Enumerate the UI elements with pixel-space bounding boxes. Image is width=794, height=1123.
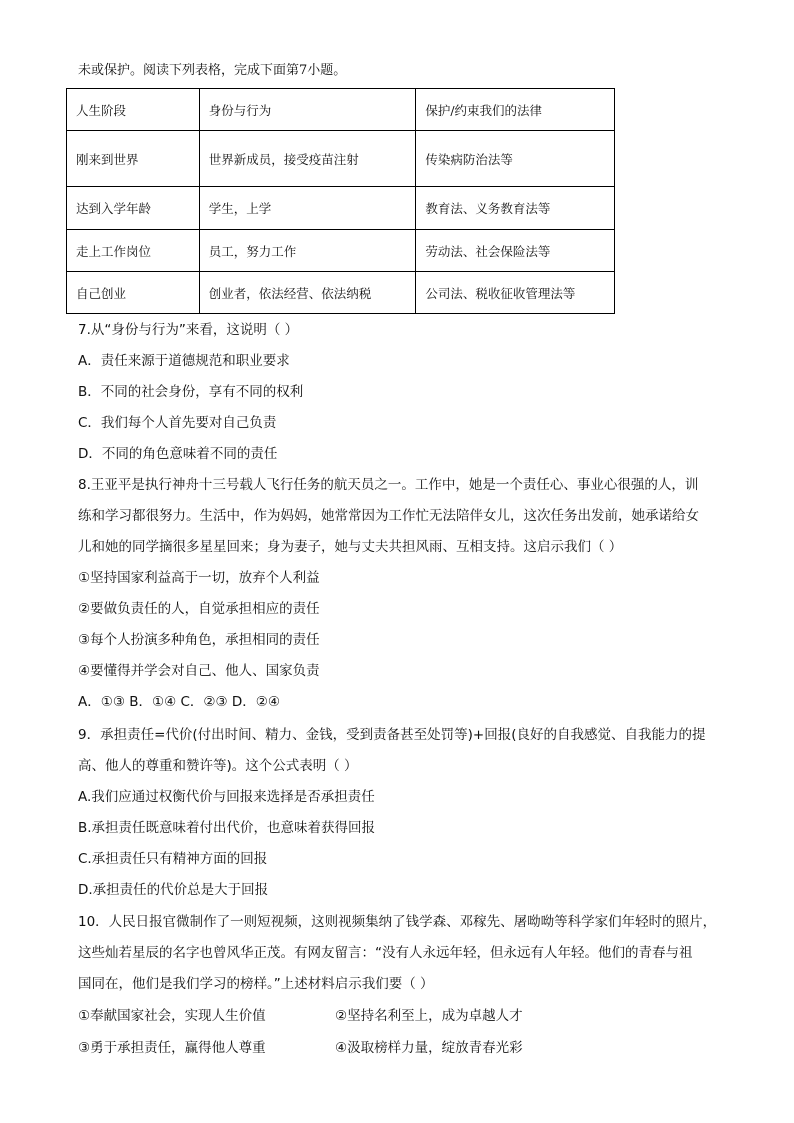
table-cell: 员工，努力工作	[199, 230, 416, 272]
question-9-option-b: B.承担责任既意味着付出代价，也意味着获得回报	[78, 820, 376, 836]
question-10-stem-line: 这些灿若星辰的名字也曾风华正茂。有网友留言：“没有人永远年轻，但永远有人年轻。他们的青春与祖	[78, 945, 693, 961]
question-8-statement: ①坚持国家利益高于一切，放弃个人利益	[78, 570, 320, 586]
question-9-option-a: A.我们应通过权衡代价与回报来选择是否承担责任	[78, 789, 375, 805]
question-8-choices: A．①③ B．①④ C．②③ D．②④	[78, 694, 281, 710]
question-9-stem-line: 高、他人的尊重和赞许等)。这个公式表明（ ）	[78, 758, 358, 774]
question-10-statement: ④汲取榜样力量，绽放青春光彩	[335, 1040, 523, 1056]
question-7-option-a: A．责任来源于道德规范和职业要求	[78, 353, 290, 369]
question-10-statement: ①奉献国家社会，实现人生价值	[78, 1008, 266, 1024]
table-cell: 劳动法、社会保险法等	[416, 230, 615, 272]
question-8-statement: ②要做负责任的人，自觉承担相应的责任	[78, 601, 320, 617]
question-7-stem: 7.从“身份与行为”来看，这说明（ ）	[78, 322, 299, 338]
table-cell: 公司法、税收征收管理法等	[416, 272, 615, 314]
header-cell: 人生阶段	[67, 89, 200, 131]
table-row	[67, 187, 615, 230]
table-cell: 走上工作岗位	[67, 230, 200, 272]
table-intro-text: 未或保护。阅读下列表格，完成下面第7小题。	[78, 63, 347, 78]
question-7-option-b: B．不同的社会身份，享有不同的权利	[78, 384, 304, 400]
table-cell: 教育法、义务教育法等	[416, 187, 615, 230]
question-7-option-d: D．不同的角色意味着不同的责任	[78, 446, 278, 462]
header-cell: 身份与行为	[199, 89, 416, 131]
table-row	[67, 272, 615, 314]
question-9-stem-line: 9．承担责任=代价(付出时间、精力、金钱，受到责备甚至处罚等)+回报(良好的自我感觉、自我能力的提	[78, 727, 706, 743]
question-8-stem-line: 练和学习都很努力。生活中，作为妈妈，她常常因为工作忙无法陪伴女儿，这次任务出发前，她承诺给女	[78, 508, 699, 524]
table-row	[67, 131, 615, 187]
table-row	[67, 230, 615, 272]
question-10-statement: ②坚持名利至上，成为卓越人才	[335, 1008, 523, 1024]
life-stage-law-table	[66, 88, 615, 314]
header-cell: 保护/约束我们的法律	[416, 89, 615, 131]
question-8-stem-line: 儿和她的同学摘很多星星回来；身为妻子，她与丈夫共担风雨、互相支持。这启示我们（ ）	[78, 539, 623, 555]
table-cell: 世界新成员，接受疫苗注射	[199, 131, 416, 187]
table-cell: 传染病防治法等	[416, 131, 615, 187]
question-10-stem-line: 10．人民日报官微制作了一则短视频，这则视频集纳了钱学森、邓稼先、屠呦呦等科学家们年轻时的照片，	[78, 914, 717, 930]
question-8-statement: ④要懂得并学会对自己、他人、国家负责	[78, 663, 320, 679]
question-8-stem-line: 8.王亚平是执行神舟十三号载人飞行任务的航天员之一。工作中，她是一个责任心、事业心很强的人，训	[78, 477, 699, 493]
question-7-option-c: C．我们每个人首先要对自己负责	[78, 415, 277, 431]
question-9-option-d: D.承担责任的代价总是大于回报	[78, 882, 269, 898]
question-10-stem-line: 国同在，他们是我们学习的榜样。”上述材料启示我们要（ ）	[78, 976, 434, 992]
question-9-option-c: C.承担责任只有精神方面的回报	[78, 851, 268, 867]
question-10-statement: ③勇于承担责任，赢得他人尊重	[78, 1040, 266, 1056]
question-8-statement: ③每个人扮演多种角色，承担相同的责任	[78, 632, 320, 648]
table-cell: 创业者，依法经营、依法纳税	[199, 272, 416, 314]
table-cell: 达到入学年龄	[67, 187, 200, 230]
table-header-row	[67, 89, 615, 131]
table-cell: 刚来到世界	[67, 131, 200, 187]
table-cell: 自己创业	[67, 272, 200, 314]
table-cell: 学生，上学	[199, 187, 416, 230]
